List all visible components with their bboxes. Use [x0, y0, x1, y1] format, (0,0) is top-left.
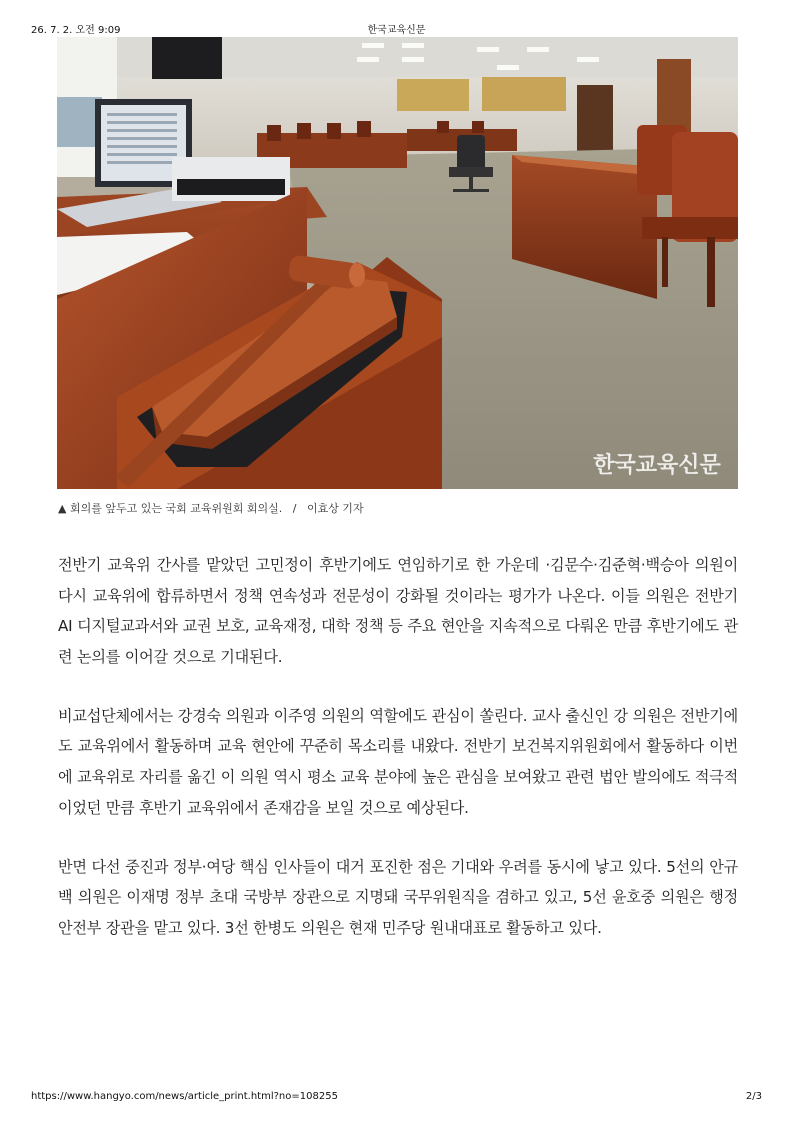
caption-text: 회의를 앞두고 있는 국회 교육위원회 회의실. — [69, 502, 283, 515]
article-body — [58, 550, 738, 972]
caption-separator: / — [292, 502, 297, 515]
article-paragraph: 전반기 교육위 간사를 맡았던 고민정이 후반기에도 연임하기로 한 가운데 ·김문수·김준혁·백승아 의원이 다시 교육위에 합류하면서 정책 연속성과 전문성이 강화될 것이라는 평가가 나온다. 이들 의원은 전반기 AI 디지털교과서와 교권 보호, 교육재정, 대학 정책 등 주요 현안을 지속적으로 다뤄온 만큼 후반기에도 관련 논의를 이어갈 것으로 기대된다. — [58, 556, 738, 666]
site-title: 한국교육신문 — [367, 25, 426, 36]
article-paragraph: 반면 다선 중진과 정부·여당 핵심 인사들이 대거 포진한 점은 기대와 우려를 동시에 낳고 있다. 5선의 안규백 의원은 이재명 정부 초대 국방부 장관으로 지명돼 국무위원직을 겸하고 있고, 5선 윤호중 의원은 행정안전부 장관을 맡고 있다. 3선 한병도 의원은 현재 민주당 원내대표로 활동하고 있다. — [58, 857, 738, 937]
caption-credit: 이효상 기자 — [306, 502, 364, 515]
article-url: https://www.hangyo.com/news/article_print.html?no=108255 — [31, 1091, 338, 1102]
article-paragraph: 비교섭단체에서는 강경숙 의원과 이주영 의원의 역할에도 관심이 쏠린다. 교사 출신인 강 의원은 전반기에도 교육위에서 활동하며 교육 현안에 꾸준히 목소리를 내왔다. 전반기 보건복지위원회에서 활동하다 이번에 교육위로 자리를 옮긴 이 의원 역시 평소 교육 분야에 높은 관심을 보여왔고 관련 법안 발의에도 적극적이었던 만큼 후반기 교육위에서 존재감을 보일 것으로 예상된다. — [58, 706, 738, 817]
article-photo — [57, 37, 738, 489]
photo-watermark: 한국교육신문 — [593, 453, 721, 478]
page-number: 2/3 — [745, 1091, 762, 1102]
caption-marker: ▲ — [58, 502, 67, 515]
print-header — [0, 21, 793, 35]
print-datetime: 26. 7. 2. 오전 9:09 — [31, 25, 121, 36]
photo-caption — [58, 500, 364, 516]
